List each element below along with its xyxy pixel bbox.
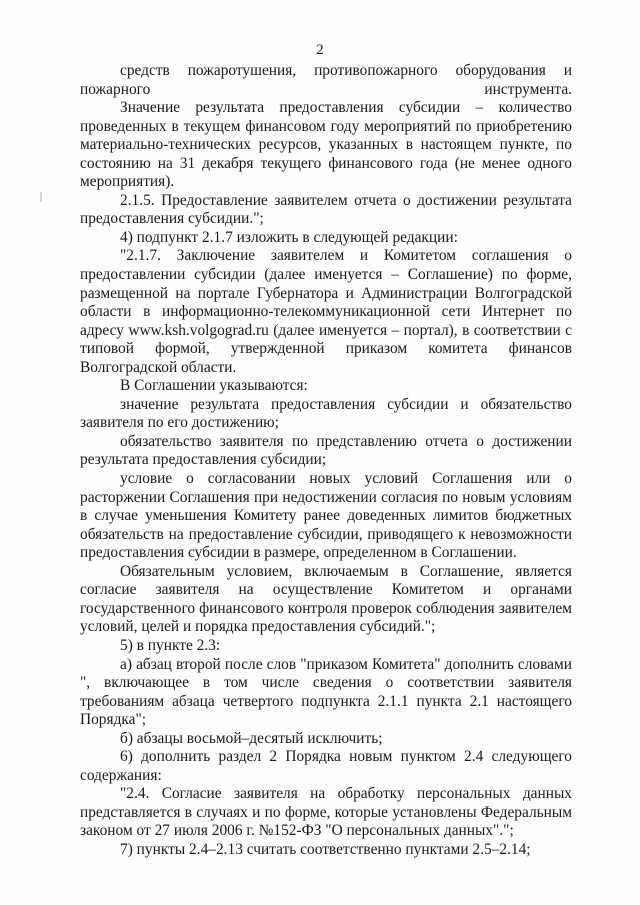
paragraph-13: б) абзацы восьмой–десятый исключить; (120, 729, 383, 747)
paragraph-15: "2.4. Согласие заявителя на обработку персональных данных представляется в случаях и по форме, которые установлены Федеральным законом от 27 июля 2006 г. №152-ФЗ "О персональных данных"."; (80, 785, 572, 840)
paragraph-11: 5) в пункте 2.3: (120, 636, 221, 654)
paragraph-1: средств пожаротушения, противопожарного оборудования и пожарного инструмента. (80, 62, 572, 98)
paragraph-14: 6) дополнить раздел 2 Порядка новым пунктом 2.4 следующего содержания: (80, 748, 572, 784)
paragraph-2: Значение результата предоставления субсидии – количество проведенных в текущем финансовом году мероприятий по приобретению материально-технических ресурсов, указанных в настоящем пункте, по состоянию на 31 декабря текущего финансового года (не менее одного мероприятия). (80, 99, 572, 191)
paragraph-4: 4) подпункт 2.1.7 изложить в следующей редакции: (120, 228, 458, 246)
paragraph-5: "2.1.7. Заключение заявителем и Комитетом соглашения о предоставлении субсидии (далее именуется – Соглашение) по форме, размещенной на портале Губернатора и Администрации Волгоградской области в информационно-телекоммуникационной сети Интернет по адресу www.ksh.volgograd.ru (далее именуется – портал), в соответствии с типовой формой, утвержденной приказом комитета финансов Волгоградской области. (80, 247, 572, 376)
scan-mark (40, 192, 42, 202)
paragraph-9: условие о согласовании новых условий Соглашения или о расторжении Соглашения при недостижении согласия по новым условиям в случае уменьшения Комитету ранее доведенных лимитов бюджетных обязательств на предоставление субсидии, приводящего к невозможности предоставления субсидии в размере, определенном в Соглашении. (80, 470, 572, 562)
paragraph-6: В Соглашении указываются: (120, 377, 308, 395)
paragraph-8: обязательство заявителя по представлению отчета о достижении результата предоставления субсидии; (80, 432, 572, 469)
paragraph-3: 2.1.5. Предоставление заявителем отчета о достижении результата предоставления субсидии."; (80, 191, 572, 228)
paragraph-12: а) абзац второй после слов "приказом Комитета" дополнить словами ", включающее в том числе сведения о соответствии заявителя требованиям абзаца четвертого подпункта 2.1.1 пункта 2.1 настоящего Порядка"; (80, 655, 572, 729)
document-body (80, 62, 572, 860)
paragraph-7: значение результата предоставления субсидии и обязательство заявителя по его достижению; (80, 395, 572, 432)
paragraph-16: 7) пункты 2.4–2.13 считать соответственно пунктами 2.5–2.14; (120, 840, 531, 858)
page-number: 2 (316, 42, 324, 58)
paragraph-10: Обязательным условием, включаемым в Соглашение, является согласие заявителя на осуществление Комитетом и органами государственного финансового контроля проверок соблюдения заявителем условий, целей и порядка предоставления субсидий."; (80, 562, 572, 636)
